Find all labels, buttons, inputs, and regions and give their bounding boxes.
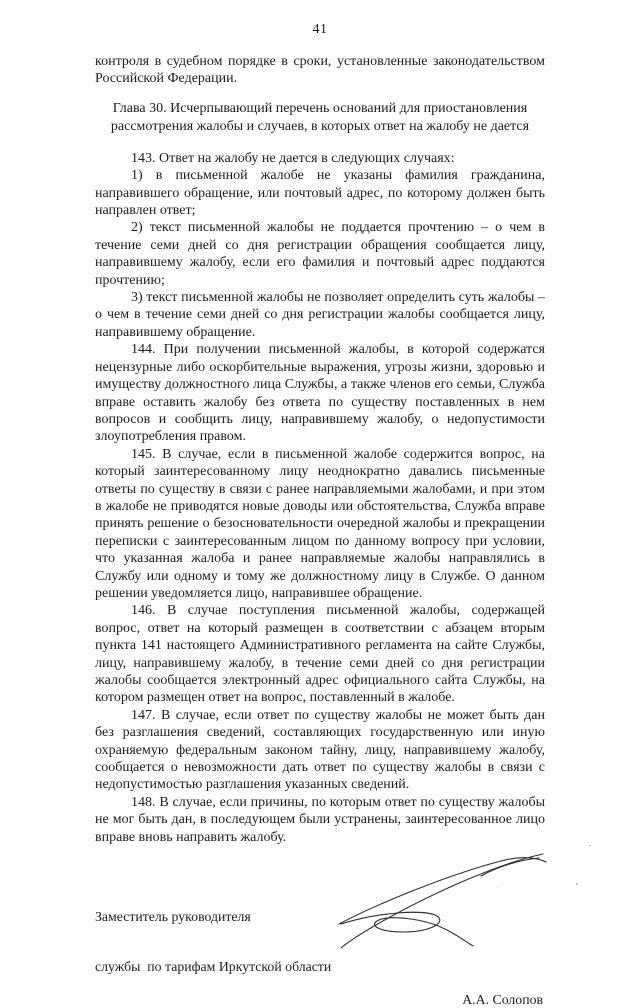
scan-speck bbox=[498, 887, 499, 888]
scan-speck bbox=[589, 845, 591, 846]
paragraph-148: 148. В случае, если причины, по которым ответ по существу жалобы не мог быть дан, в последующем были устранены, заинтересованное лицо вправе вновь направить жалобу. bbox=[95, 794, 545, 845]
paragraph-143-item-1: 1) в письменной жалобе не указаны фамилия гражданина, направившего обращение, или почтовый адрес, по которому должен быть направлен ответ; bbox=[95, 168, 545, 219]
scan-speck bbox=[576, 883, 578, 885]
signature-block bbox=[95, 876, 545, 1008]
paragraph-147: 147. В случае, если ответ по существу жалобы не может быть дан без разглашения сведений, составляющих государственную или иную охраняемую федеральным законом тайну, лицу, направившему жалобу, сообщается о невозможности дать ответ по существу жалобы в связи с недопустимостью разглашения указанных сведений. bbox=[95, 707, 545, 793]
signer-name: А.А. Солопов bbox=[462, 991, 543, 1007]
paragraph-143-item-2: 2) текст письменной жалобы не поддается прочтению – о чем в течение семи дней со дня регистрации обращения сообщается лицу, направившему жалобу, если его фамилия и почтовый адрес поддаются прочтению; bbox=[95, 220, 545, 288]
paragraph-145: 145. В случае, если в письменной жалобе содержится вопрос, на который заинтересованному лицу неоднократно давались письменные ответы по существу в связи с ранее направляемыми жалобами, и при этом в жалобе не приводятся новые доводы или обстоятельства, Служба вправе принять решение о безосновательности очередной жалобы и прекращении переписки с заинтересованным лицом по данному вопросу при условии, что указанная жалоба и ранее направляемые жалобы направлялись в Службу или одному и тому же должностному лицу в Службе. О данном решении уведомляется лицо, направившее обращение. bbox=[95, 446, 545, 601]
signature-scribble bbox=[333, 852, 551, 950]
signer-title bbox=[95, 876, 331, 1008]
page-number: 41 bbox=[312, 22, 328, 37]
paragraph-146: 146. В случае поступления письменной жалобы, содержащей вопрос, ответ на который размещен в соответствии с абзацем вторым пункта 141 настоящего Административного регламента на сайте Службы, лицу, направившему жалобу, в течение семи дней со дня регистрации жалобы сообщается электронный адрес официального сайта Службы, на котором размещен ответ на вопрос, поставленный в жалобе. bbox=[95, 603, 545, 706]
signer-title-line2: службы по тарифам Иркутской области bbox=[95, 958, 332, 974]
paragraph-continuation: контроля в судебном порядке в сроки, установленные законодательством Российской Федерации. bbox=[95, 54, 545, 87]
paragraph-143: 143. Ответ на жалобу не дается в следующих случаях: bbox=[131, 150, 455, 166]
chapter-heading: Глава 30. Исчерпывающий перечень оснований для приостановления рассмотрения жалобы и случаев, в которых ответ на жалобу не дается bbox=[110, 100, 530, 134]
signer-title-line1: Заместитель руководителя bbox=[95, 909, 251, 925]
paragraph-143-item-3: 3) текст письменной жалобы не позволяет определить суть жалобы – о чем в течение семи дней со дня регистрации жалобы сообщается лицу, направившему обращение. bbox=[95, 290, 545, 340]
paragraph-144: 144. При получении письменной жалобы, в которой содержатся нецензурные либо оскорбительные выражения, угрозы жизни, здоровью и имуществу должностного лица Службы, а также членов его семьи, Служба вправе оставить жалобу без ответа по существу поставленных в нем вопросов и сообщить лицу, направившему жалобу, о недопустимости злоупотребления правом. bbox=[95, 342, 545, 445]
